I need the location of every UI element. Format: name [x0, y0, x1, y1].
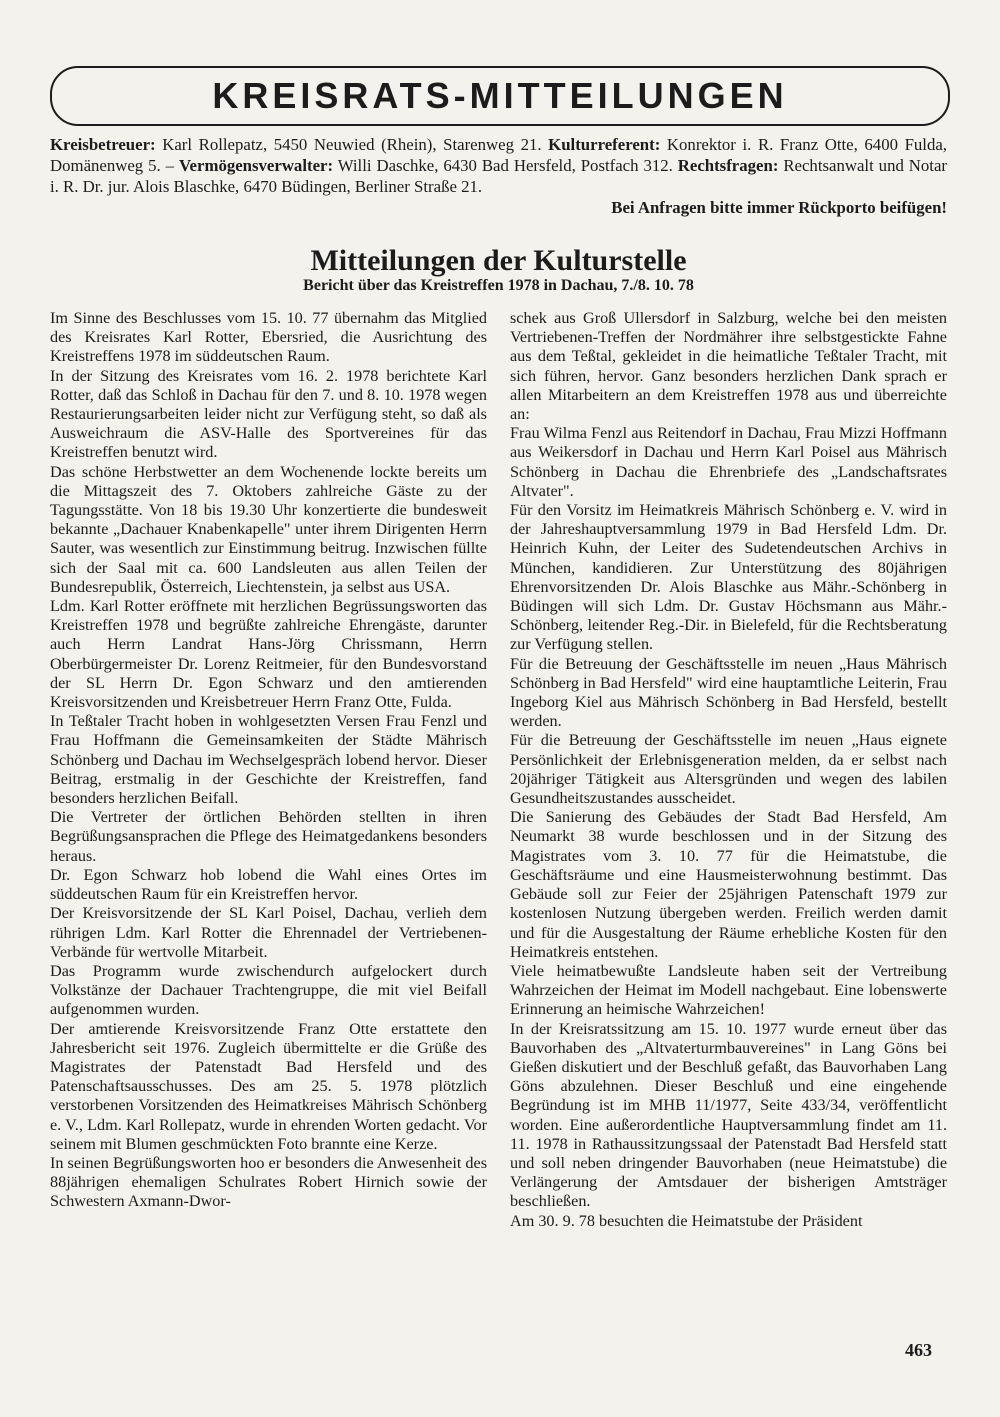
- article-headline: Mitteilungen der Kulturstelle: [310, 244, 687, 277]
- recht-text: Rechtsanwalt und Notar i. R. Dr. jur. Alois Blaschke, 6470 Büdingen, Berliner Straße 21.: [50, 156, 947, 196]
- paragraph: Das schöne Herbstwetter an dem Wochenende lockte bereits um die Mittagszeit des 7. Oktobers zahlreiche Gäste zu der Tagungsstätte. Von 18 bis 19.30 Uhr konzertierte die bundesweit bekannte „Dachauer Knabenkapelle" unter ihrem Dirigenten Herrn Sauter, was wesentlich zur Einstimmung beitrug. Inzwischen füllte sich der Saal mit ca. 600 Landsleuten aus allen Teilen der Bundesrepublik, Österreich, Liechtenstein, ja selbst aus USA.: [50, 462, 487, 596]
- paragraph: Für die Betreuung der Geschäftsstelle im neuen „Haus Mährisch Schönberg in Bad Hersfeld" wird eine hauptamtliche Leiterin, Frau Ingeborg Kiel aus Mährisch Schönberg in Bad Hersfeld, bestellt werden.: [510, 654, 947, 731]
- contact-block: [50, 134, 947, 218]
- paragraph: Die Sanierung des Gebäudes der Stadt Bad Hersfeld, Am Neumarkt 38 wurde beschlossen und in der Sitzung des Magistrates vom 3. 10. 77 für die Heimatstube, die Geschäftsräume und eine Hausmeisterwohnung bestimmt. Das Gebäude soll zur Feier der 25jährigen Patenschaft 1979 zur kostenlosen Nutzung übergeben werden. Freilich werden damit und für die Ausgestaltung der Räume erhebliche Kosten für den Heimatkreis entstehen.: [510, 808, 947, 961]
- paragraph: Der amtierende Kreisvorsitzende Franz Otte erstattete den Jahresbericht seit 1976. Zugleich übermittelte er die Grüße des Magistrates der Patenstadt Bad Hersfeld und des Patenschaftsausschusses. Des am 25. 5. 1978 plötzlich verstorbenen Vorsitzenden des Heimatkreises Mährisch Schönberg e. V., Ldm. Karl Rollepatz, wurde in ehrenden Worten gedacht. Vor seinem mit Blumen geschmückten Foto brannte eine Kerze.: [50, 1019, 487, 1153]
- paragraph: Für den Vorsitz im Heimatkreis Mährisch Schönberg e. V. wird in der Jahreshauptversammlung 1979 in Bad Hersfeld Ldm. Dr. Heinrich Kuhn, der Leiter des Sudetendeutschen Archivs in München, kandidieren. Zur Unterstützung des 80jährigen Ehrenvorsitzenden Dr. Alois Blaschke aus Mähr.-Schönberg in Büdingen will sich Ldm. Dr. Gustav Höchsmann aus Mähr.-Schönberg, leitender Reg.-Dir. in Bielefeld, für die Rechtsberatung zur Verfügung stellen.: [510, 501, 947, 654]
- vermoegen-text: Willi Daschke, 6430 Bad Hersfeld, Postfach 312.: [337, 156, 673, 175]
- section-banner: [50, 66, 950, 126]
- paragraph: Der Kreisvorsitzende der SL Karl Poisel, Dachau, verlieh dem rührigen Ldm. Karl Rotter die Ehrennadel der Vertriebenen-Verbände für wertvolle Mitarbeit.: [50, 904, 487, 961]
- article-column-left: [50, 309, 487, 1212]
- paragraph: Ldm. Karl Rotter eröffnete mit herzlichen Begrüssungsworten das Kreistreffen 1978 und begrüßte zahlreiche Ehrengäste, darunter auch Herrn Landrat Hans-Jörg Chrissmann, Herrn Oberbürgermeister Dr. Lorenz Reitmeier, für den Bundesvorstand der SL Herrn Dr. Egon Schwarz und den amtierenden Kreisvorsitzenden und Kreisbetreuer Herrn Franz Otte, Fulda.: [50, 597, 487, 712]
- paragraph: In der Kreisratssitzung am 15. 10. 1977 wurde erneut über das Bauvorhaben des „Altvaterturmbauvereines" in Lang Göns bei Gießen diskutiert und der Beschluß gefaßt, das Bauvorhaben Lang Göns abzulehnen. Dieser Beschluß und eine eingehende Begründung ist im MHB 11/1977, Seite 433/34, veröffentlicht worden. Eine außerordentliche Hauptversammlung findet am 11. 11. 1978 in Rathaussitzungssaal der Patenstadt Bad Hersfeld statt und soll neben dringender Bauvorhaben (neue Heimatstube) die Verlängerung der Amtsdauer der bisherigen Amtsträger beschließen.: [510, 1019, 947, 1211]
- paragraph: Dr. Egon Schwarz hob lobend die Wahl eines Ortes im süddeutschen Raum für ein Kreistreffen hervor.: [50, 865, 487, 904]
- return-postage-note: Bei Anfragen bitte immer Rückporto beifügen!: [611, 198, 947, 217]
- paragraph: In Teßtaler Tracht hoben in wohlgesetzten Versen Frau Fenzl und Frau Hoffmann die Gemeinsamkeiten der Städte Mährisch Schönberg und Dachau im Wechselgespräch lobend hervor. Dieser Beitrag, erstmalig in der Geschichte der Kreistreffen, fand besonders herzlichen Beifall.: [50, 712, 487, 808]
- paragraph: Viele heimatbewußte Landsleute haben seit der Vertreibung Wahrzeichen der Heimat im Modell nachgebaut. Eine lobenswerte Erinnerung an heimische Wahrzeichen!: [510, 961, 947, 1019]
- kultur-label: Kulturreferent:: [548, 135, 661, 154]
- betreuer-text: Karl Rollepatz, 5450 Neuwied (Rhein), Starenweg 21.: [162, 135, 542, 154]
- paragraph: Für die Betreuung der Geschäftsstelle im neuen „Haus eignete Persönlichkeit der Erlebnisgeneration melden, da er selbst nach 20jähriger Tätigkeit aus Altersgründen und wegen des labilen Gesundheitszustandes ausscheidet.: [510, 731, 947, 808]
- paragraph: Im Sinne des Beschlusses vom 15. 10. 77 übernahm das Mitglied des Kreisrates Karl Rotter, Ebersried, die Ausrichtung des Kreistreffens 1978 im süddeutschen Raum.: [50, 309, 487, 366]
- betreuer-label: Kreisbetreuer:: [50, 135, 156, 154]
- banner-title: KREISRATS-MITTEILUNGEN: [212, 75, 788, 116]
- paragraph: Am 30. 9. 78 besuchten die Heimatstube der Präsident: [510, 1211, 863, 1230]
- kultur-text: Konrektor i. R. Franz Otte, 6400 Fulda, Domänenweg 5. –: [50, 135, 947, 175]
- article-subhead: Bericht über das Kreistreffen 1978 in Dachau, 7./8. 10. 78: [303, 277, 694, 294]
- page-number: 463: [905, 1340, 932, 1360]
- paragraph: In der Sitzung des Kreisrates vom 16. 2. 1978 berichtete Karl Rotter, daß das Schloß in Dachau für den 7. und 8. 10. 1978 wegen Restaurierungsarbeiten leider nicht zur Verfügung steht, so daß als Ausweichraum die ASV-Halle des Sportvereines für das Kreistreffen benutzt wird.: [50, 366, 487, 462]
- article-column-right: [510, 309, 947, 1231]
- recht-label: Rechtsfragen:: [677, 156, 779, 175]
- paragraph: Frau Wilma Fenzl aus Reitendorf in Dachau, Frau Mizzi Hoffmann aus Weikersdorf in Dachau und Herrn Karl Poisel aus Mährisch Schönberg in Dachau die Ehrenbriefe des „Landschaftsrates Altvater".: [510, 424, 947, 500]
- paragraph: Das Programm wurde zwischendurch aufgelockert durch Volkstänze der Dachauer Trachtengruppe, die mit viel Beifall aufgenommen wurden.: [50, 961, 487, 1019]
- paragraph: schek aus Groß Ullersdorf in Salzburg, welche bei den meisten Vertriebenen-Treffen der Nordmährer ihre selbstgestickte Fahne aus dem Teßtal, gekleidet in die heimatliche Teßtaler Tracht, mit sich führen, hervor. Ganz besonders herzlichen Dank sprach er allen Mitarbeitern an dem Kreistreffen 1978 aus und überreichte an:: [510, 309, 947, 424]
- paragraph: In seinen Begrüßungsworten hoo er besonders die Anwesenheit des 88jährigen ehemaligen Schulrates Robert Hirnich sowie der Schwestern Axmann-Dwor-: [50, 1153, 487, 1211]
- paragraph: Die Vertreter der örtlichen Behörden stellten in ihren Begrüßungsansprachen die Pflege des Heimatgedankens besonders heraus.: [50, 808, 487, 865]
- vermoegen-label: Vermögensverwalter:: [178, 156, 334, 175]
